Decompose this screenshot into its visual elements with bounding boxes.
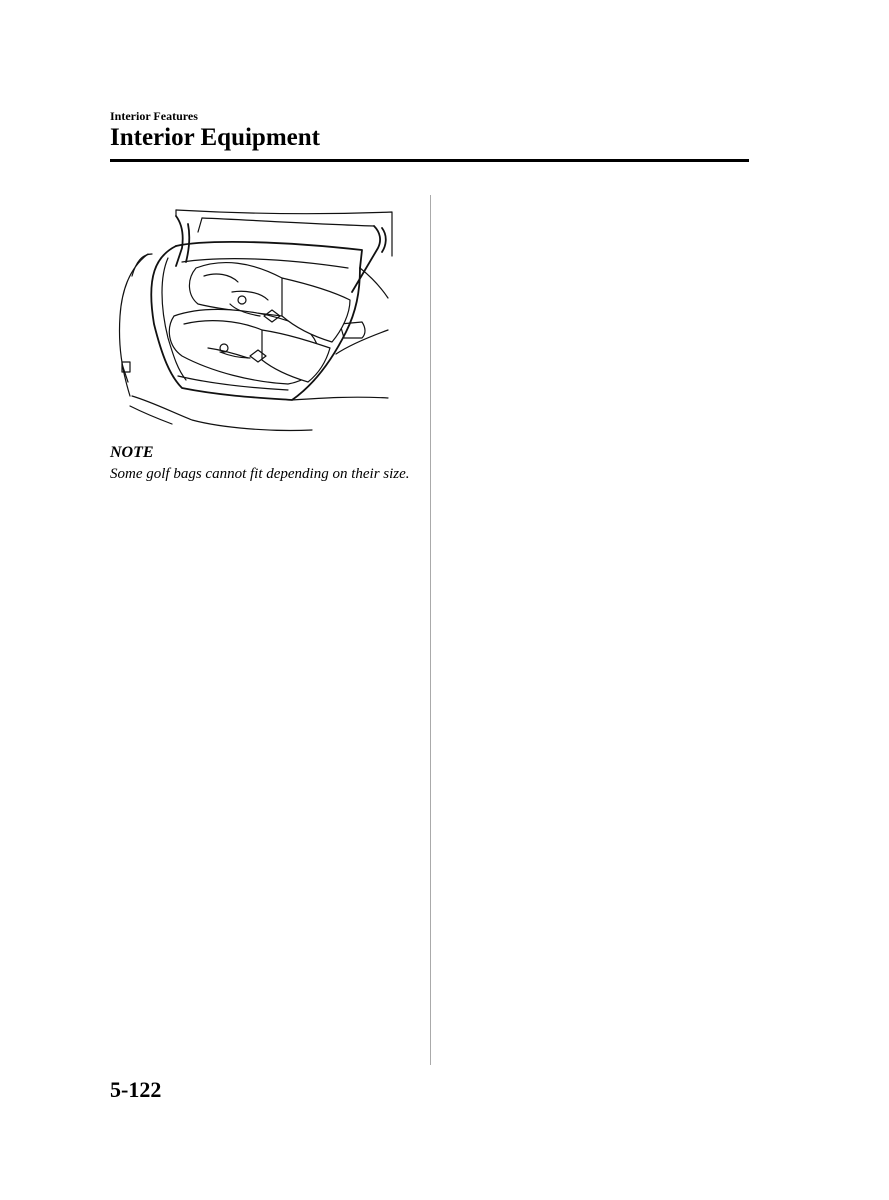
- note-text: Some golf bags cannot fit depending on their size.: [110, 466, 410, 482]
- section-label: Interior Features: [110, 109, 198, 123]
- page-number: 5-122: [110, 1077, 162, 1102]
- title-rule: [110, 159, 749, 162]
- note-heading: NOTE: [110, 444, 154, 461]
- page-title: Interior Equipment: [110, 124, 320, 151]
- golf-bags-in-trunk-illustration: [112, 206, 394, 438]
- column-divider: [430, 195, 431, 1065]
